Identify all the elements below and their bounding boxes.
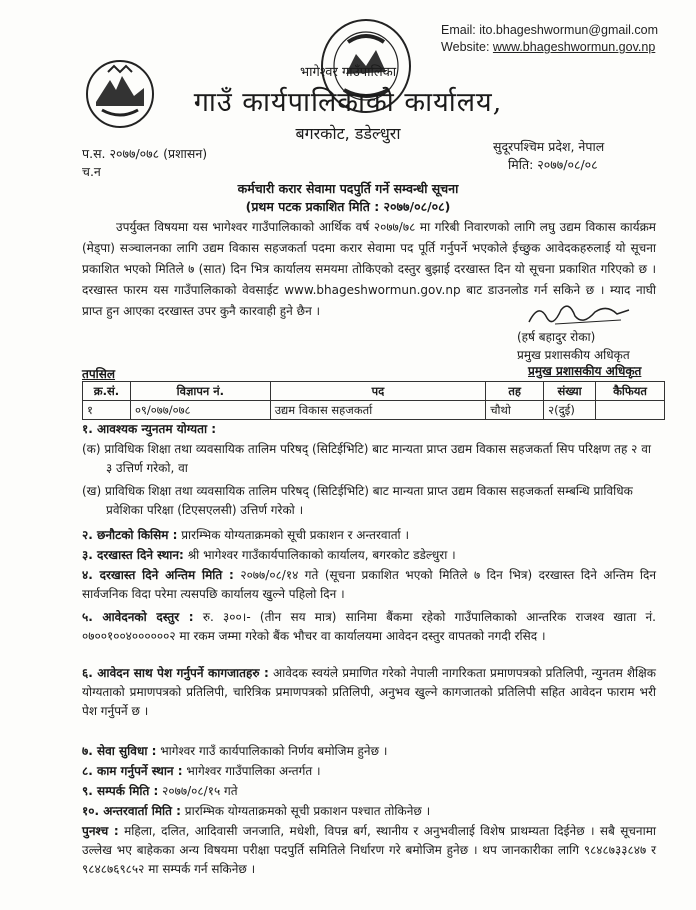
place-text: श्री भागेश्वर गाउँकार्यपालिकाको कार्यालय, बगरकोट डडेल्धुरा ।: [187, 548, 456, 562]
workplace-label: ८. काम गर्नुपर्ने स्थान :: [82, 764, 183, 778]
interview-date-label: १०. अन्तरवार्ता मिति :: [82, 804, 181, 818]
interview-date-text: प्रारम्भिक योग्यताक्रमको सूची प्रकाशन पश्चात तोकिनेछ ।: [184, 804, 431, 818]
section-selection: [82, 526, 656, 545]
signatory-role: प्रमुख प्रशासकीय अधिकृत: [517, 348, 630, 362]
deadline-text: २०७७/०८/१४ गते (सूचना प्रकाशित भएको मितिले ७ दिन भित्र) दरखास्त दिने अन्तिम दिन सार्वजनिक विदा परेमा त्यसपछि कार्यालय खुल्ने पहिलो दिन ।: [82, 568, 656, 601]
header-remarks: कैफियत: [596, 382, 665, 401]
header-count: संख्या: [544, 382, 596, 401]
section-postscript: [82, 822, 656, 879]
notice-body: उपर्युक्त विषयमा यस भागेश्वर गाउँपालिकाको आर्थिक वर्ष २०७७/७८ मा गरिबी निवारणको लागि लघु उद्यम विकास कार्यक्रम (मेड्पा) सञ्चालनका लागि उद्यम विकास सहजकर्ता पदमा करार सेवामा पद पूर्ति गर्नुपर्ने भएकोले ईच्छुक आवेदकहरुलाई यो सूचना प्रकाशित भएको मितिले ७ (सात) दिन भित्र कार्यालय समयमा तोकिएको दस्तुर बुझाई दरखास्त दिन यो सूचना प्रकाशित गरिएको छ । दरखास्त फारम यस गाउँपालिकाको वेवसाईट www.bhageshwormun.gov.np बाट डाउनलोड गर्न सकिने छ । म्याद नाघी प्राप्त हुन आएका दरखास्त उपर कुनै कारवाही हुने छैन ।: [82, 220, 656, 318]
cell-count: २(दुई): [544, 401, 596, 420]
workplace-text: भागेश्वर गाउँपालिका अन्तर्गत ।: [186, 764, 321, 778]
cell-post: उद्यम विकास सहजकर्ता: [270, 401, 485, 420]
cell-remarks: [596, 401, 665, 420]
contact-date-text: २०७७/०८/१५ गते: [162, 784, 238, 798]
selection-label: २. छनौटको किसिम :: [82, 528, 178, 542]
header-advert-no: विज्ञापन नं.: [130, 382, 270, 401]
office-title: गाउँ कार्यपालिकाको कार्यालय,: [193, 87, 503, 118]
signatory-name: (हर्ष बहादुर रोका): [517, 330, 596, 344]
header-level: तह: [486, 382, 544, 401]
issue-date: मिति: २०७७/०८/०८: [508, 157, 598, 172]
province-text: सुदूरपश्चिम प्रदेश, नेपाल: [493, 139, 605, 154]
table-caption: तपसिल: [82, 367, 116, 381]
section-place: [82, 546, 656, 565]
documents-label: ६. आवेदन साथ पेश गर्नुपर्ने कागजातहरु :: [82, 666, 269, 680]
benefits-label: ७. सेवा सुविधा :: [82, 744, 157, 758]
selection-text: प्रारम्भिक योग्यताक्रमको सूची प्रकाशन र अन्तरवार्ता ।: [181, 528, 409, 542]
documents-text: आवेदक स्वयंले प्रमाणित गरेको नेपाली नागरिकता प्रमाणपत्रको प्रतिलिपी, न्युनतम शैक्षिक योग्यताको प्रमाणपत्रको प्रतिलिपी, चारित्रिक प्रमाणपत्रको प्रतिलिपी, अनुभव खुल्ने कागजातको प्रतिलिपी सहित आवेदन फाराम भरी पेश गर्नुपर्ने छ ।: [82, 666, 656, 718]
deadline-label: ४. दरखास्त दिने अन्तिम मिति :: [82, 568, 234, 582]
notice-subtitle: (प्रथम पटक प्रकाशित मिति : २०७७/०८/०८): [245, 199, 451, 214]
website-prefix: Website:: [441, 40, 493, 54]
section-qualification-title: १. आवश्यक न्युनतम योग्यता :: [82, 422, 217, 436]
municipality-name: भागेश्वर गाउँपालिका: [299, 65, 397, 80]
postscript-text: महिला, दलित, आदिवासी जनजाति, मधेशी, विपन्न बर्ग, स्थानीय र अनुभवीलाई विशेष प्राथम्यता दिईनेछ । सबै सूचनामा उल्लेख भए बाहेकका अन्य विषयमा परीक्षा पदपुर्ति समितिले निर्धारण गरे बमोजिम हुनेछ । थप जानकारीका लागि ९८४८७३३८४७ र ९८४८७६९८५२ मा सम्पर्क गर्न सकिनेछ ।: [82, 824, 656, 876]
qualification-a: (क) प्राविधिक शिक्षा तथा व्यवसायिक तालिम परिषद् (सिटिईभिटि) बाट मान्यता प्राप्त उद्यम विकास सहजकर्ता सिप परिक्षण तह २ वा ३ उत्तिर्ण गरेको, वा: [82, 442, 652, 475]
reference-number: प.स. २०७७/०७८ (प्रशासन): [82, 146, 208, 161]
place-label: ३. दरखास्त दिने स्थान:: [82, 548, 184, 562]
fee-label: ५. आवेदनको दस्तुर :: [82, 610, 194, 624]
vacancy-table: [82, 381, 665, 420]
dispatch-number: च.न: [82, 164, 101, 179]
header-serial: क्र.सं.: [83, 382, 131, 401]
section-benefits: [82, 742, 656, 761]
email-text: Email: ito.bhageshwormun@gmail.com: [441, 23, 658, 37]
fee-text: रु. ३००।- (तीन सय मात्र) सानिमा बैंकमा रहेको गाउँपालिकाको आन्तरिक राजश्व खाता नं. ०७००१००४००००००२ मा रकम जम्मा गरेको बैंक भौचर वा कार्यालयमा आवेदन दस्तुर वापतको नगदी रसिद ।: [82, 610, 656, 643]
postscript-label: पुनश्च :: [82, 824, 119, 838]
header-post: पद: [270, 382, 485, 401]
cell-level: चौथो: [486, 401, 544, 420]
section-interview-date: [82, 802, 656, 821]
section-contact-date: [82, 782, 656, 801]
cell-advert-no: ०९/०७७/०७८: [130, 401, 270, 420]
cell-serial: १: [83, 401, 131, 420]
section-fee: [82, 608, 656, 646]
contact-date-label: ९. सम्पर्क मिति :: [82, 784, 159, 798]
website-line: [441, 39, 658, 56]
website-link[interactable]: www.bhageshwormun.gov.np: [492, 40, 656, 54]
table-header-row: [83, 382, 665, 401]
table-row: [83, 401, 665, 420]
section-workplace: [82, 762, 656, 781]
contact-block: [441, 22, 658, 56]
signatory-office-stamp: प्रमुख प्रशासकीय अधिकृत: [528, 364, 642, 378]
office-address: बगरकोट, डडेल्धुरा: [295, 124, 401, 143]
notice-title: कर्मचारी करार सेवामा पदपुर्ति गर्ने सम्वन्धी सूचना: [237, 181, 459, 196]
qualification-b: (ख) प्राविधिक शिक्षा तथा व्यवसायिक तालिम परिषद् (सिटिईभिटि) बाट मान्यता प्राप्त उद्यम विकास सहजकर्ता सम्बन्धि प्राविधिक प्रवेशिका परिक्षा (टिएसएलसी) उत्तिर्ण गरेको ।: [82, 484, 633, 517]
benefits-text: भागेश्वर गाउँ कार्यपालिकाको निर्णय बमोजिम हुनेछ ।: [160, 744, 388, 758]
section-deadline: [82, 566, 656, 604]
section-documents: [82, 664, 656, 721]
